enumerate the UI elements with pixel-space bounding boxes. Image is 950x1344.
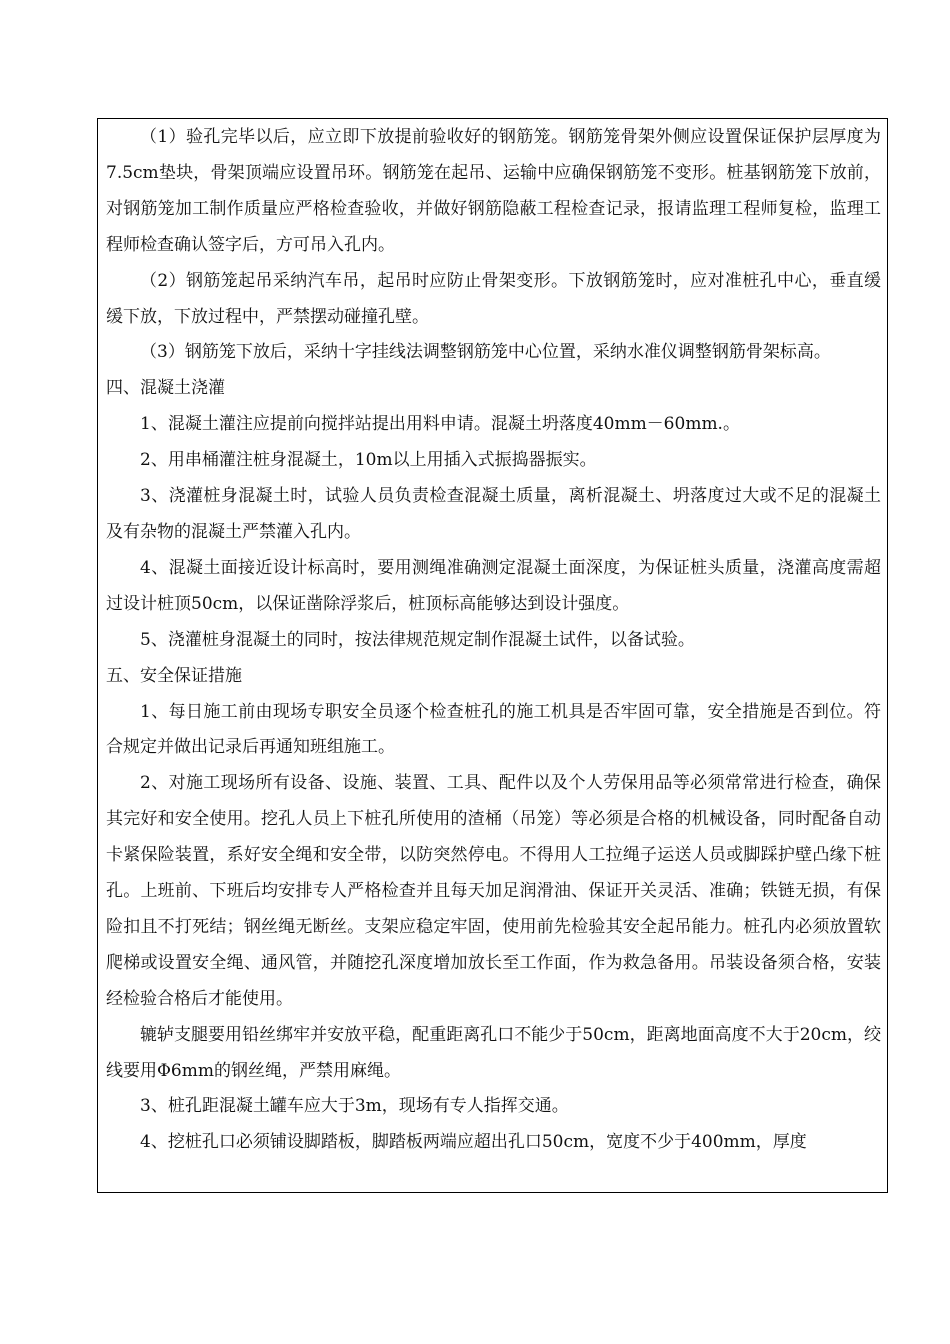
paragraph: 1、每日施工前由现场专职安全员逐个检查桩孔的施工机具是否牢固可靠，安全措施是否到位。符合规定并做出记录后再通知班组施工。 [106, 701, 881, 758]
paragraph: 辘轳支腿要用铅丝绑牢并安放平稳，配重距离孔口不能少于50cm，距离地面高度不大于20cm，绞线要用Φ6mm的钢丝绳，严禁用麻绳。 [106, 1024, 881, 1081]
document-body [106, 120, 881, 1161]
section-heading: 五、安全保证措施 [106, 665, 242, 686]
paragraph: 1、混凝土灌注应提前向搅拌站提出用料申请。混凝土坍落度40mm－60mm.。 [140, 414, 740, 435]
paragraph: 2、用串桶灌注桩身混凝土，10m以上用插入式振捣器振实。 [140, 450, 597, 471]
paragraph: 5、浇灌桩身混凝土的同时，按法律规范规定制作混凝土试件，以备试验。 [140, 629, 695, 650]
paragraph: 4、挖桩孔口必须铺设脚踏板，脚踏板两端应超出孔口50cm，宽度不少于400mm，厚度 [140, 1132, 807, 1153]
section-heading: 四、混凝土浇灌 [106, 378, 225, 399]
paragraph: 3、桩孔距混凝土罐车应大于3m，现场有专人指挥交通。 [140, 1096, 569, 1117]
paragraph: （3）钢筋笼下放后，采纳十字挂线法调整钢筋笼中心位置，采纳水准仪调整钢筋骨架标高。 [140, 342, 831, 363]
document-table-frame [97, 118, 888, 1193]
paragraph: 2、对施工现场所有设备、设施、装置、工具、配件以及个人劳保用品等必须常常进行检查，确保其完好和安全使用。挖孔人员上下桩孔所使用的渣桶（吊笼）等必须是合格的机械设备，同时配备自动卡紧保险装置，系好安全绳和安全带，以防突然停电。不得用人工拉绳子运送人员或脚踩护壁凸缘下桩孔。上班前、下班后均安排专人严格检查并且每天加足润滑油、保证开关灵活、准确；铁链无损，有保险扣且不打死结；钢丝绳无断丝。支架应稳定牢固，使用前先检验其安全起吊能力。桩孔内必须放置软爬梯或设置安全绳、通风管，并随挖孔深度增加放长至工作面，作为救急备用。吊装设备须合格，安装经检验合格后才能使用。 [106, 773, 881, 1009]
paragraph: （1）验孔完毕以后，应立即下放提前验收好的钢筋笼。钢筋笼骨架外侧应设置保证保护层厚度为7.5cm垫块，骨架顶端应设置吊环。钢筋笼在起吊、运输中应确保钢筋笼不变形。桩基钢筋笼下放前，对钢筋笼加工制作质量应严格检查验收，并做好钢筋隐蔽工程检查记录，报请监理工程师复检，监理工程师检查确认签字后，方可吊入孔内。 [106, 127, 881, 255]
paragraph: 4、混凝土面接近设计标高时，要用测绳准确测定混凝土面深度，为保证桩头质量，浇灌高度需超过设计桩顶50cm，以保证凿除浮浆后，桩顶标高能够达到设计强度。 [106, 557, 881, 614]
paragraph: 3、浇灌桩身混凝土时，试验人员负责检查混凝土质量，离析混凝土、坍落度过大或不足的混凝土及有杂物的混凝土严禁灌入孔内。 [106, 486, 881, 542]
paragraph: （2）钢筋笼起吊采纳汽车吊，起吊时应防止骨架变形。下放钢筋笼时，应对准桩孔中心，垂直缓缓下放，下放过程中，严禁摆动碰撞孔壁。 [106, 270, 881, 327]
